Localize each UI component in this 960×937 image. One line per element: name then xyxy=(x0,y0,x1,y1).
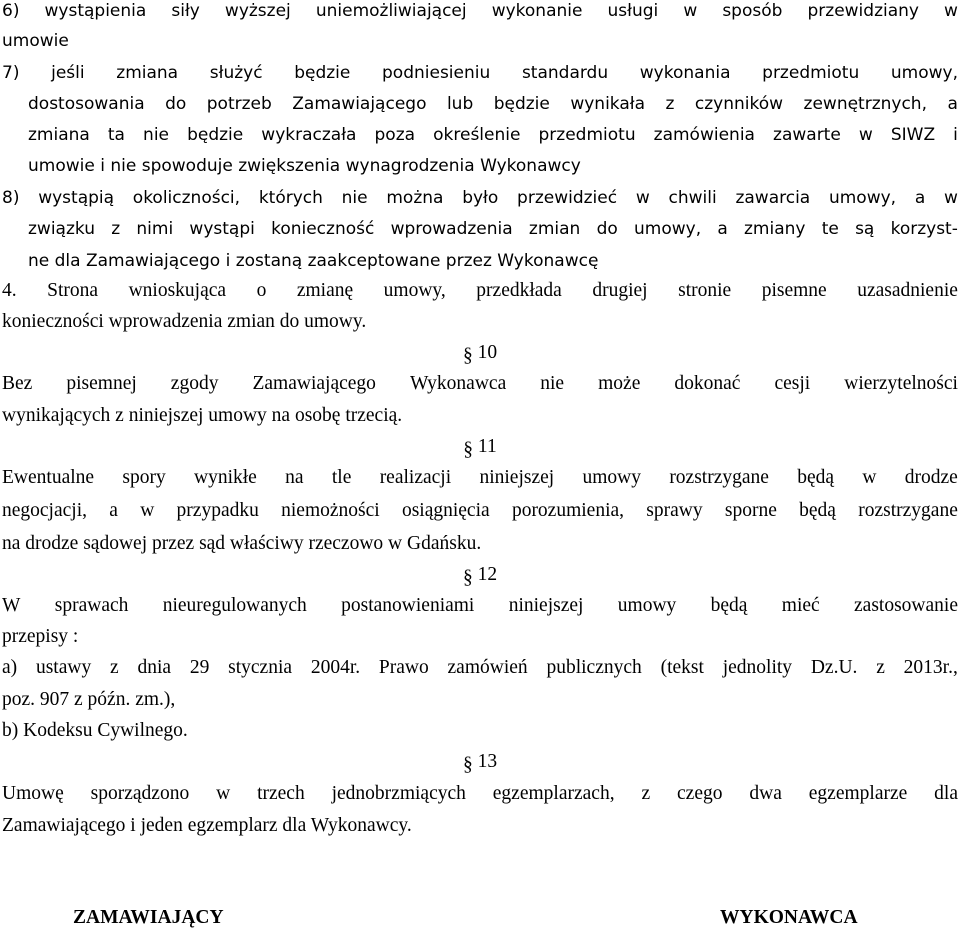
section-12-line-3 xyxy=(2,657,958,679)
word: wierzytelności xyxy=(844,373,958,394)
word: wystąpienia xyxy=(44,1,147,21)
word: SIWZ xyxy=(890,125,936,145)
word: w xyxy=(140,500,155,521)
word: przedmiotu xyxy=(538,125,636,145)
word: siły xyxy=(171,1,200,21)
word: W xyxy=(2,595,21,616)
word: jeśli xyxy=(51,63,85,83)
word: negocjacji, xyxy=(2,500,87,521)
word: a xyxy=(947,94,958,114)
word: a xyxy=(717,219,728,239)
word: okoliczności, xyxy=(132,188,241,208)
list-item-8-line-2 xyxy=(28,219,958,239)
section-11-line-3: na drodze sądowej przez sąd właściwy rzeczowo w Gdańsku. xyxy=(2,533,482,554)
word: pisemnej xyxy=(66,373,137,394)
word: umowy, xyxy=(383,280,446,301)
word: zgody xyxy=(170,373,219,394)
word: 29 xyxy=(189,657,210,678)
word: umowy xyxy=(582,467,641,488)
word: wprowadzenia xyxy=(390,219,513,239)
word: postanowieniami xyxy=(341,595,475,616)
word: dla xyxy=(934,783,958,804)
word: mieć xyxy=(781,595,820,616)
word: będą xyxy=(799,500,836,521)
signature-ordering-party: ZAMAWIAJĄCY xyxy=(73,907,224,928)
word: będą xyxy=(797,467,835,488)
word: służyć xyxy=(209,63,263,83)
word: przewidziany xyxy=(807,1,919,21)
word: (tekst xyxy=(660,657,704,678)
word: 7) xyxy=(2,63,20,83)
word: zmiana xyxy=(28,125,90,145)
word: 6) xyxy=(2,1,20,21)
word: umowy, xyxy=(634,219,702,239)
word: Zamawiającego xyxy=(292,94,427,114)
signature-contractor: WYKONAWCA xyxy=(720,907,858,928)
section-12-line-1 xyxy=(2,595,958,617)
word: egzemplarzach, xyxy=(492,783,615,804)
word: przedkłada xyxy=(476,280,562,301)
word: w xyxy=(858,125,873,145)
word: poza xyxy=(374,125,416,145)
word: zmiany xyxy=(744,219,806,239)
list-item-6-line-2: umowie xyxy=(2,31,69,51)
word: z xyxy=(641,783,651,804)
word: przewidzieć xyxy=(517,188,618,208)
word: wystąpi xyxy=(189,219,255,239)
word: w xyxy=(862,467,877,488)
word: zamówień xyxy=(447,657,528,678)
word: Strona xyxy=(47,280,99,301)
word: usługi xyxy=(607,1,659,21)
list-item-7-line-4: umowie i nie spowoduje zwiększenia wynagrodzenia Wykonawcy xyxy=(28,156,581,176)
word: uniemożliwiającej xyxy=(315,1,467,21)
word: rozstrzygane xyxy=(858,500,958,521)
section-10-heading xyxy=(0,342,960,364)
list-item-8-line-3: ne dla Zamawiającego i zostaną zaakceptowane przez Wykonawcę xyxy=(28,251,599,271)
word: niemożności xyxy=(281,500,380,521)
word: zawarcia xyxy=(735,188,811,208)
word: zamówienia xyxy=(653,125,755,145)
word: w xyxy=(683,1,698,21)
word: zawarte xyxy=(773,125,841,145)
word: wystąpią xyxy=(38,188,115,208)
word: konieczność xyxy=(271,219,375,239)
word: zmiana xyxy=(116,63,179,83)
section-symbol-icon: § xyxy=(462,754,473,775)
word: Umowę xyxy=(2,783,64,804)
list-item-8-line-1 xyxy=(2,188,958,208)
word: zmianę xyxy=(296,280,354,301)
word: będą xyxy=(710,595,748,616)
word: sporne xyxy=(724,500,777,521)
word: nie xyxy=(341,188,368,208)
word: przypadku xyxy=(176,500,259,521)
word: tle xyxy=(331,467,352,488)
word: na xyxy=(285,467,304,488)
word: w xyxy=(216,783,231,804)
list-item-6-line-1 xyxy=(2,1,958,21)
word: korzyst- xyxy=(890,219,958,239)
word: a xyxy=(914,188,926,208)
word: 2013r., xyxy=(903,657,958,678)
word: nieuregulowanych xyxy=(162,595,307,616)
word: czynników xyxy=(694,94,784,114)
word: Dz.U. xyxy=(810,657,858,678)
word: egzemplarze xyxy=(808,783,908,804)
list-item-7-line-3 xyxy=(28,125,958,145)
word: do xyxy=(165,94,187,114)
word: wyższej xyxy=(224,1,291,21)
word: których xyxy=(258,188,323,208)
section-13-number: 13 xyxy=(477,751,498,772)
word: rozstrzygane xyxy=(669,467,769,488)
word: nie xyxy=(143,125,170,145)
section-symbol-icon: § xyxy=(462,567,473,588)
word: pisemne xyxy=(761,280,827,301)
word: sporządzono xyxy=(90,783,190,804)
word: zmian xyxy=(528,219,581,239)
word: z xyxy=(876,657,885,678)
section-11-line-1 xyxy=(2,467,958,489)
word: będzie xyxy=(294,63,351,83)
word: o xyxy=(256,280,267,301)
word: Zamawiającego xyxy=(252,373,376,394)
word: wykonanie xyxy=(491,1,583,21)
word: ustawy xyxy=(35,657,92,678)
word: potrzeb xyxy=(206,94,272,114)
word: wykraczała xyxy=(261,125,357,145)
word: lub xyxy=(446,94,474,114)
word: sprawy xyxy=(646,500,703,521)
word: dwa xyxy=(749,783,782,804)
section-11-number: 11 xyxy=(477,436,497,457)
word: umowy, xyxy=(890,63,958,83)
word: 4. xyxy=(2,280,17,301)
word: wykonania xyxy=(639,63,731,83)
section-11-heading xyxy=(0,436,960,458)
word: chwili xyxy=(668,188,717,208)
word: dostosowania xyxy=(28,94,145,114)
word: publicznych xyxy=(546,657,642,678)
word: wynikała xyxy=(570,94,646,114)
section-12-number: 12 xyxy=(477,564,498,585)
word: trzech xyxy=(257,783,305,804)
list-item-7-line-2 xyxy=(28,94,958,114)
word: niniejszej xyxy=(479,467,555,488)
word: określenie xyxy=(433,125,521,145)
word: w xyxy=(635,188,650,208)
section-symbol-icon: § xyxy=(462,345,473,366)
word: realizacji xyxy=(379,467,452,488)
word: stycznia xyxy=(228,657,293,678)
word: podniesieniu xyxy=(382,63,491,83)
word: w xyxy=(944,1,958,21)
word: Prawo xyxy=(378,657,429,678)
word: te xyxy=(821,219,839,239)
word: a) xyxy=(2,657,18,678)
word: sposób xyxy=(722,1,783,21)
word: można xyxy=(386,188,444,208)
word: sprawach xyxy=(54,595,129,616)
word: umowy, xyxy=(828,188,897,208)
word: w xyxy=(944,188,958,208)
word: drugiej xyxy=(592,280,648,301)
word: nie xyxy=(540,373,565,394)
word: dnia xyxy=(137,657,172,678)
word: osiągnięcia xyxy=(401,500,490,521)
word: związku xyxy=(28,219,95,239)
section-12-heading xyxy=(0,564,960,586)
word: Bez xyxy=(2,373,33,394)
word: umowy xyxy=(617,595,677,616)
word: będzie xyxy=(493,94,550,114)
word: wynikłe xyxy=(194,467,257,488)
word: uzasadnienie xyxy=(857,280,958,301)
list-item-7-line-1 xyxy=(2,63,958,83)
point-4-line-1 xyxy=(2,280,958,302)
word: wnioskująca xyxy=(128,280,227,301)
word: standardu xyxy=(521,63,609,83)
word: spory xyxy=(122,467,166,488)
section-13-line-1 xyxy=(2,783,958,805)
word: z xyxy=(665,94,675,114)
section-12-line-2: przepisy : xyxy=(2,626,79,647)
section-10-line-1 xyxy=(2,373,958,395)
section-12-line-4: poz. 907 z późn. zm.), xyxy=(2,689,176,710)
word: czego xyxy=(677,783,723,804)
word: cesji xyxy=(774,373,811,394)
word: a xyxy=(109,500,118,521)
word: zewnętrznych, xyxy=(803,94,927,114)
word: z xyxy=(111,219,121,239)
word: do xyxy=(596,219,618,239)
word: niniejszej xyxy=(508,595,584,616)
section-10-line-2: wynikających z niniejszej umowy na osobę trzecią. xyxy=(2,405,403,426)
point-4-line-2: konieczności wprowadzenia zmian do umowy. xyxy=(2,311,367,332)
word: jednolity xyxy=(722,657,793,678)
word: porozumienia, xyxy=(511,500,625,521)
section-11-line-2 xyxy=(2,500,958,522)
word: Ewentualne xyxy=(2,467,95,488)
word: jednobrzmiących xyxy=(331,783,466,804)
word: 8) xyxy=(2,188,20,208)
word: nimi xyxy=(136,219,174,239)
word: przedmiotu xyxy=(762,63,860,83)
section-symbol-icon: § xyxy=(463,439,474,460)
word: ta xyxy=(107,125,125,145)
word: dokonać xyxy=(674,373,741,394)
section-10-number: 10 xyxy=(477,342,498,363)
word: drodze xyxy=(904,467,958,488)
section-12-line-5: b) Kodeksu Cywilnego. xyxy=(2,720,188,741)
section-13-line-2: Zamawiającego i jeden egzemplarz dla Wykonawcy. xyxy=(2,815,412,836)
word: są xyxy=(855,219,875,239)
word: 2004r. xyxy=(310,657,361,678)
section-13-heading xyxy=(0,751,960,773)
word: może xyxy=(598,373,641,394)
word: było xyxy=(462,188,499,208)
word: zastosowanie xyxy=(854,595,958,616)
word: stronie xyxy=(678,280,732,301)
word: będzie xyxy=(187,125,244,145)
word: Wykonawca xyxy=(409,373,507,394)
word: z xyxy=(110,657,119,678)
word: i xyxy=(953,125,958,145)
